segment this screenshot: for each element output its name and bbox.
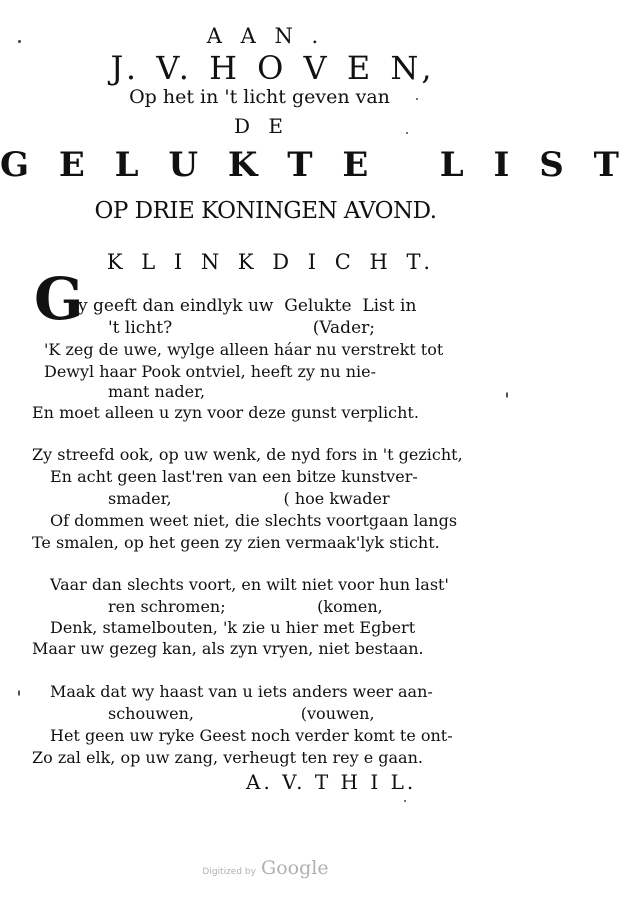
dust-speck	[18, 40, 21, 43]
poem-line: Of dommen weet niet, die slechts voortgaan langs	[50, 511, 458, 530]
dedication-aan: A A N .	[206, 24, 325, 48]
dedication-subtitle: Op het in 't licht geven van	[129, 86, 390, 108]
digitized-watermark	[0, 857, 531, 879]
drop-cap: G	[34, 265, 84, 333]
dust-speck	[18, 690, 20, 696]
work-title: G E L U K T E L I S T	[0, 145, 628, 185]
poem-line: Het geen uw ryke Geest noch verder komt te ont-	[50, 726, 453, 745]
poem-heading: K L I N K D I C H T.	[106, 250, 437, 274]
watermark-small-text: Digitized by	[202, 867, 256, 877]
poem-line: Denk, stamelbouten, 'k zie u hier met Egbert	[50, 618, 416, 637]
poem-line: 't licht? (Vader;	[108, 318, 375, 338]
poem-line: mant nader,	[108, 382, 206, 401]
dedication-de: D E	[234, 114, 289, 138]
dedication-name: J. V. H O V E N,	[110, 49, 437, 87]
poem-line: y geeft dan eindlyk uw Gelukte List in	[78, 296, 417, 316]
poem-line: Te smalen, op het geen zy zien vermaak'lyk sticht.	[32, 533, 440, 552]
google-logo: Google	[261, 857, 329, 879]
dust-speck	[506, 392, 508, 398]
poem-line: Maar uw gezeg kan, als zyn vryen, niet bestaan.	[32, 639, 424, 658]
poem-line: Dewyl haar Pook ontviel, heeft zy nu nie-	[44, 362, 377, 381]
poem-line: Vaar dan slechts voort, en wilt niet voor hun last'	[50, 575, 449, 594]
poem-line: Zy streefd ook, op uw wenk, de nyd fors in 't gezicht,	[32, 445, 463, 464]
poem-line: Maak dat wy haast van u iets anders weer aan-	[50, 682, 433, 701]
work-subtitle: OP DRIE KONINGEN AVOND.	[94, 198, 437, 224]
poem-line: smader, ( hoe kwader	[108, 489, 390, 508]
poem-line: schouwen, (vouwen,	[108, 704, 375, 723]
poem-signature: A. V. T H I L.	[246, 770, 417, 794]
poem-line: En moet alleen u zyn voor deze gunst verplicht.	[32, 403, 419, 422]
dust-speck	[404, 800, 406, 802]
poem-line: 'K zeg de uwe, wylge alleen háar nu verstrekt tot	[44, 340, 444, 359]
poem-line: En acht geen last'ren van een bitze kunstver-	[50, 467, 418, 486]
poem-line: ren schromen; (komen,	[108, 597, 383, 616]
dust-speck	[406, 132, 408, 134]
dust-speck	[416, 98, 418, 100]
poem-line: Zo zal elk, op uw zang, verheugt ten rey e gaan.	[32, 748, 423, 767]
